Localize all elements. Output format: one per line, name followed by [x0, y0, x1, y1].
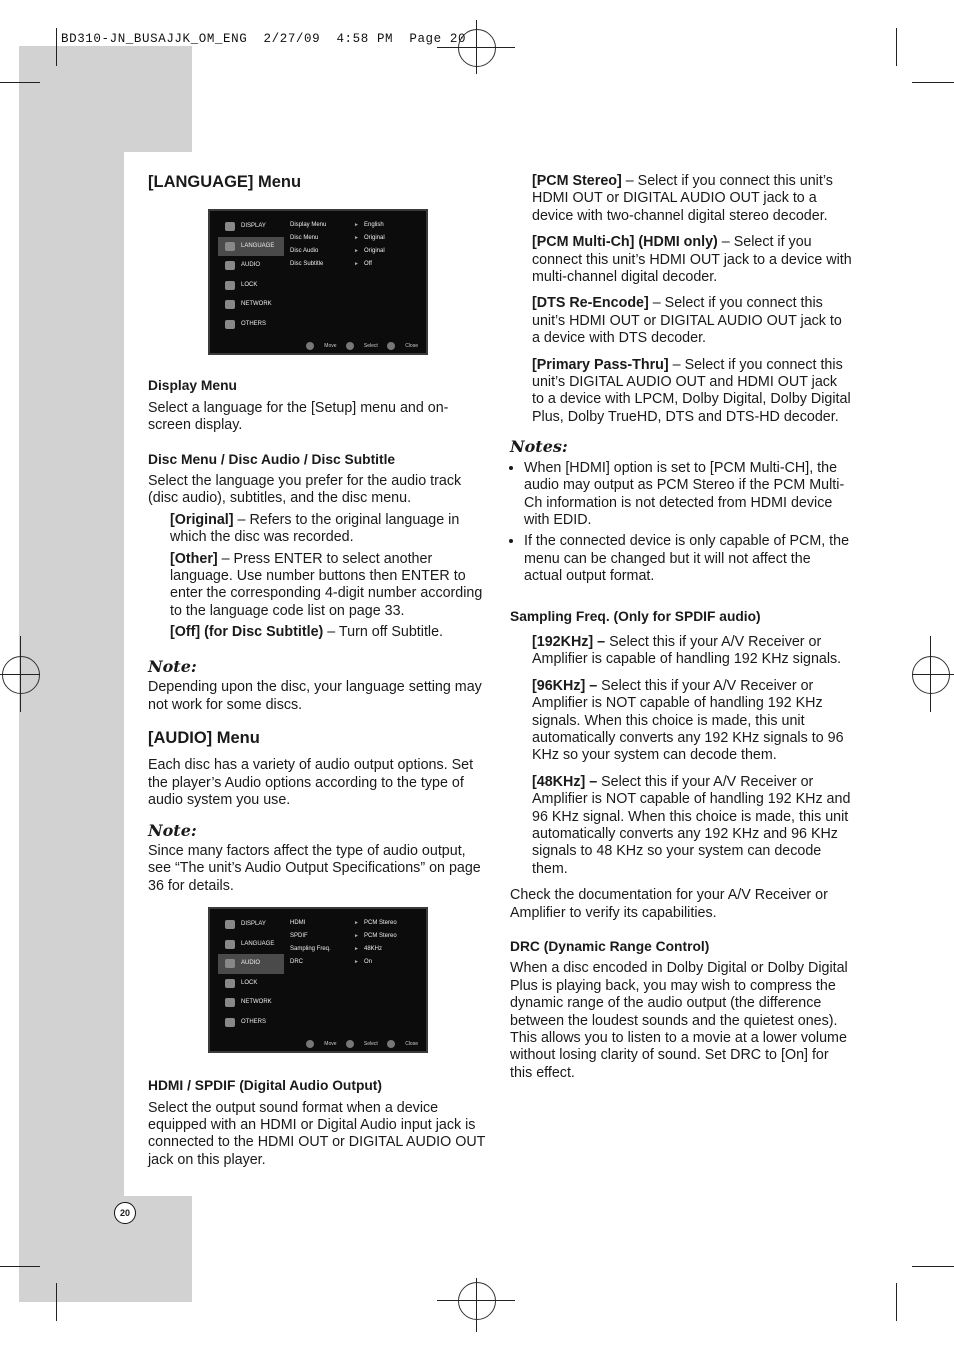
menu-categories — [218, 915, 284, 1032]
pcm-multi-option: [PCM Multi-Ch] (HDMI only) – Select if you connect this unit’s HDMI OUT jack to a device with multi-channel digital decoder. — [532, 234, 852, 286]
menu-options — [290, 917, 422, 969]
lock-icon — [225, 979, 235, 988]
crop-mark — [912, 82, 954, 83]
display-menu-text: Select a language for the [Setup] menu and on-screen display. — [148, 399, 449, 434]
sampling-freq-title: Sampling Freq. (Only for SPDIF audio) — [510, 608, 761, 624]
96khz-option: [96KHz] – Select this if your A/V Receiver or Amplifier is NOT capable of handling 192 KHz signals. When this choice is made, this unit automatically converts any 192 KHz signals to 96 KHz so your system can decode them. — [532, 677, 844, 764]
menu-category: DISPLAY — [218, 217, 284, 237]
menu-row: Display Menu ► English — [290, 219, 422, 232]
off-option: [Off] (for Disc Subtitle) – Turn off Subtitle. — [170, 624, 444, 641]
menu-category: DISPLAY — [218, 915, 284, 935]
print-slug: BD310-JN_BUSAJJK_OM_ENG 2/27/09 4:58 PM Page 20 — [61, 32, 467, 46]
registration-mark-right — [912, 656, 950, 694]
menu-row: DRC ► On — [290, 956, 422, 969]
menu-footer: Move Select Close — [298, 342, 418, 350]
others-icon — [225, 1018, 235, 1027]
registration-mark-left — [2, 656, 40, 694]
menu-categories — [218, 217, 284, 334]
close-icon — [387, 342, 395, 350]
registration-line — [476, 20, 477, 74]
pcm-stereo-option: [PCM Stereo] – Select if you connect this unit’s HDMI OUT or DIGITAL AUDIO OUT jack to a device with two-channel digital stereo decoder. — [532, 173, 833, 224]
menu-category: LANGUAGE — [218, 935, 284, 955]
menu-row: Disc Audio ► Original — [290, 245, 422, 258]
dts-reencode-option: [DTS Re-Encode] – Select if you connect this unit’s HDMI OUT or DIGITAL AUDIO OUT jack to a device with DTS decoder. — [532, 295, 842, 347]
menu-category: NETWORK — [218, 993, 284, 1013]
language-menu-heading: [LANGUAGE] Menu — [148, 173, 302, 191]
drc-text: When a disc encoded in Dolby Digital or Dolby Digital Plus is playing back, you may wish to compress the dynamic range of the audio output (the difference between the loudest sounds and the quietest ones). This allows you to listen to a movie at a lower volume without losing clarity of sound. Set DRC to [On] for this effect. — [510, 960, 848, 1081]
select-icon — [346, 1040, 354, 1048]
select-icon — [346, 342, 354, 350]
menu-row: HDMI ► PCM Stereo — [290, 917, 422, 930]
192khz-option: [192KHz] – Select this if your A/V Receiver or Amplifier is capable of handling 192 KHz signals. — [532, 633, 842, 668]
registration-line — [930, 636, 931, 712]
gray-panel-bottom — [19, 1196, 192, 1302]
registration-line — [20, 636, 21, 712]
menu-row: Disc Menu ► Original — [290, 232, 422, 245]
menu-category: OTHERS — [218, 1013, 284, 1033]
menu-category: LOCK — [218, 974, 284, 994]
note-item: • When [HDMI] option is set to [PCM Multi-CH], the audio may output as PCM Stereo if the PCM Multi-Ch information is not detected from HDMI device with EDID. — [524, 460, 852, 530]
right-column — [510, 173, 852, 1092]
others-icon — [225, 320, 235, 329]
menu-row: Disc Subtitle ► Off — [290, 258, 422, 271]
network-icon — [225, 998, 235, 1007]
crop-mark — [896, 1283, 897, 1321]
menu-category-selected: AUDIO — [218, 954, 284, 974]
menu-category: OTHERS — [218, 315, 284, 335]
arrow-right-icon: ► — [354, 261, 359, 267]
note-text: Depending upon the disc, your language setting may not work for some discs. — [148, 679, 482, 713]
arrow-right-icon: ► — [354, 235, 359, 241]
arrow-right-icon: ► — [354, 933, 359, 939]
arrow-right-icon: ► — [354, 920, 359, 926]
language-icon — [225, 242, 235, 251]
48khz-option: [48KHz] – Select this if your A/V Receiver or Amplifier is NOT capable of handling 192 KHz and 96 KHz signal. When this choice is made, this unit automatically converts any 192 KHz and 96 KHz signals to 48 KHz so your system can decode them. — [532, 773, 851, 877]
audio-icon — [225, 261, 235, 270]
note-title: Note: — [148, 820, 197, 840]
crop-mark — [0, 1266, 40, 1267]
registration-mark-bottom — [458, 1282, 496, 1320]
original-option: [Original] – Refers to the original language in which the disc was recorded. — [170, 511, 460, 546]
crop-mark — [56, 1283, 57, 1321]
menu-footer: Move Select Close — [298, 1040, 418, 1048]
crop-mark — [56, 28, 57, 66]
primary-pass-thru-option: [Primary Pass-Thru] – Select if you connect this unit’s DIGITAL AUDIO OUT and HDMI OUT jack to a device with LPCM, Dolby Digital, Dolby Digital Plus, Dolby TrueHD, DTS and DTS-HD decoder. — [532, 356, 851, 425]
other-option: [Other] – Press ENTER to select another language. Use number buttons then ENTER to enter the corresponding 4-digit number according to the language code list on page 33. — [170, 550, 483, 619]
menu-row: Sampling Freq. ► 48KHz — [290, 943, 422, 956]
arrow-right-icon: ► — [354, 946, 359, 952]
arrow-right-icon: ► — [354, 959, 359, 965]
hdmi-spdif-text: Select the output sound format when a device equipped with an HDMI or Digital Audio input jack is connected to the HDMI OUT or DIGITAL AUDIO OUT jack on this player. — [148, 1099, 486, 1168]
move-icon — [306, 1040, 314, 1048]
menu-category: NETWORK — [218, 295, 284, 315]
notes-list — [510, 460, 852, 586]
note-item: • If the connected device is only capable of PCM, the menu can be changed but it will not affect the actual output format. — [524, 533, 852, 585]
audio-menu-heading: [AUDIO] Menu — [148, 728, 260, 747]
audio-icon — [225, 959, 235, 968]
lock-icon — [225, 281, 235, 290]
language-menu-screenshot — [208, 209, 428, 355]
move-icon — [306, 342, 314, 350]
display-icon — [225, 222, 235, 231]
note-title: Note: — [148, 656, 197, 676]
close-icon — [387, 1040, 395, 1048]
disc-menu-title: Disc Menu / Disc Audio / Disc Subtitle — [148, 451, 396, 467]
registration-line — [912, 674, 954, 675]
display-menu-title: Display Menu — [148, 378, 237, 394]
language-icon — [225, 940, 235, 949]
crop-mark — [912, 1266, 954, 1267]
network-icon — [225, 300, 235, 309]
hdmi-spdif-title: HDMI / SPDIF (Digital Audio Output) — [148, 1078, 383, 1094]
menu-category: LOCK — [218, 276, 284, 296]
audio-menu-screenshot — [208, 907, 428, 1053]
check-documentation-text: Check the documentation for your A/V Receiver or Amplifier to verify its capabilities. — [510, 887, 828, 921]
menu-row: SPDIF ► PCM Stereo — [290, 930, 422, 943]
crop-mark — [0, 82, 40, 83]
menu-options — [290, 219, 422, 271]
menu-category: AUDIO — [218, 256, 284, 276]
page-number: 20 — [114, 1202, 136, 1224]
arrow-right-icon: ► — [354, 222, 359, 228]
drc-title: DRC (Dynamic Range Control) — [510, 939, 710, 955]
audio-menu-text: Each disc has a variety of audio output options. Set the player’s Audio options according to the type of audio system you use. — [148, 757, 474, 809]
registration-line — [476, 1278, 477, 1332]
crop-mark — [896, 28, 897, 66]
disc-menu-text: Select the language you prefer for the audio track (disc audio), subtitles, and the disc menu. — [148, 473, 462, 507]
note-text: Since many factors affect the type of audio output, see “The unit’s Audio Output Specifications” on page 36 for details. — [148, 842, 481, 894]
notes-title: Notes: — [510, 437, 568, 457]
arrow-right-icon: ► — [354, 248, 359, 254]
menu-category-selected: LANGUAGE — [218, 237, 284, 257]
display-icon — [225, 920, 235, 929]
